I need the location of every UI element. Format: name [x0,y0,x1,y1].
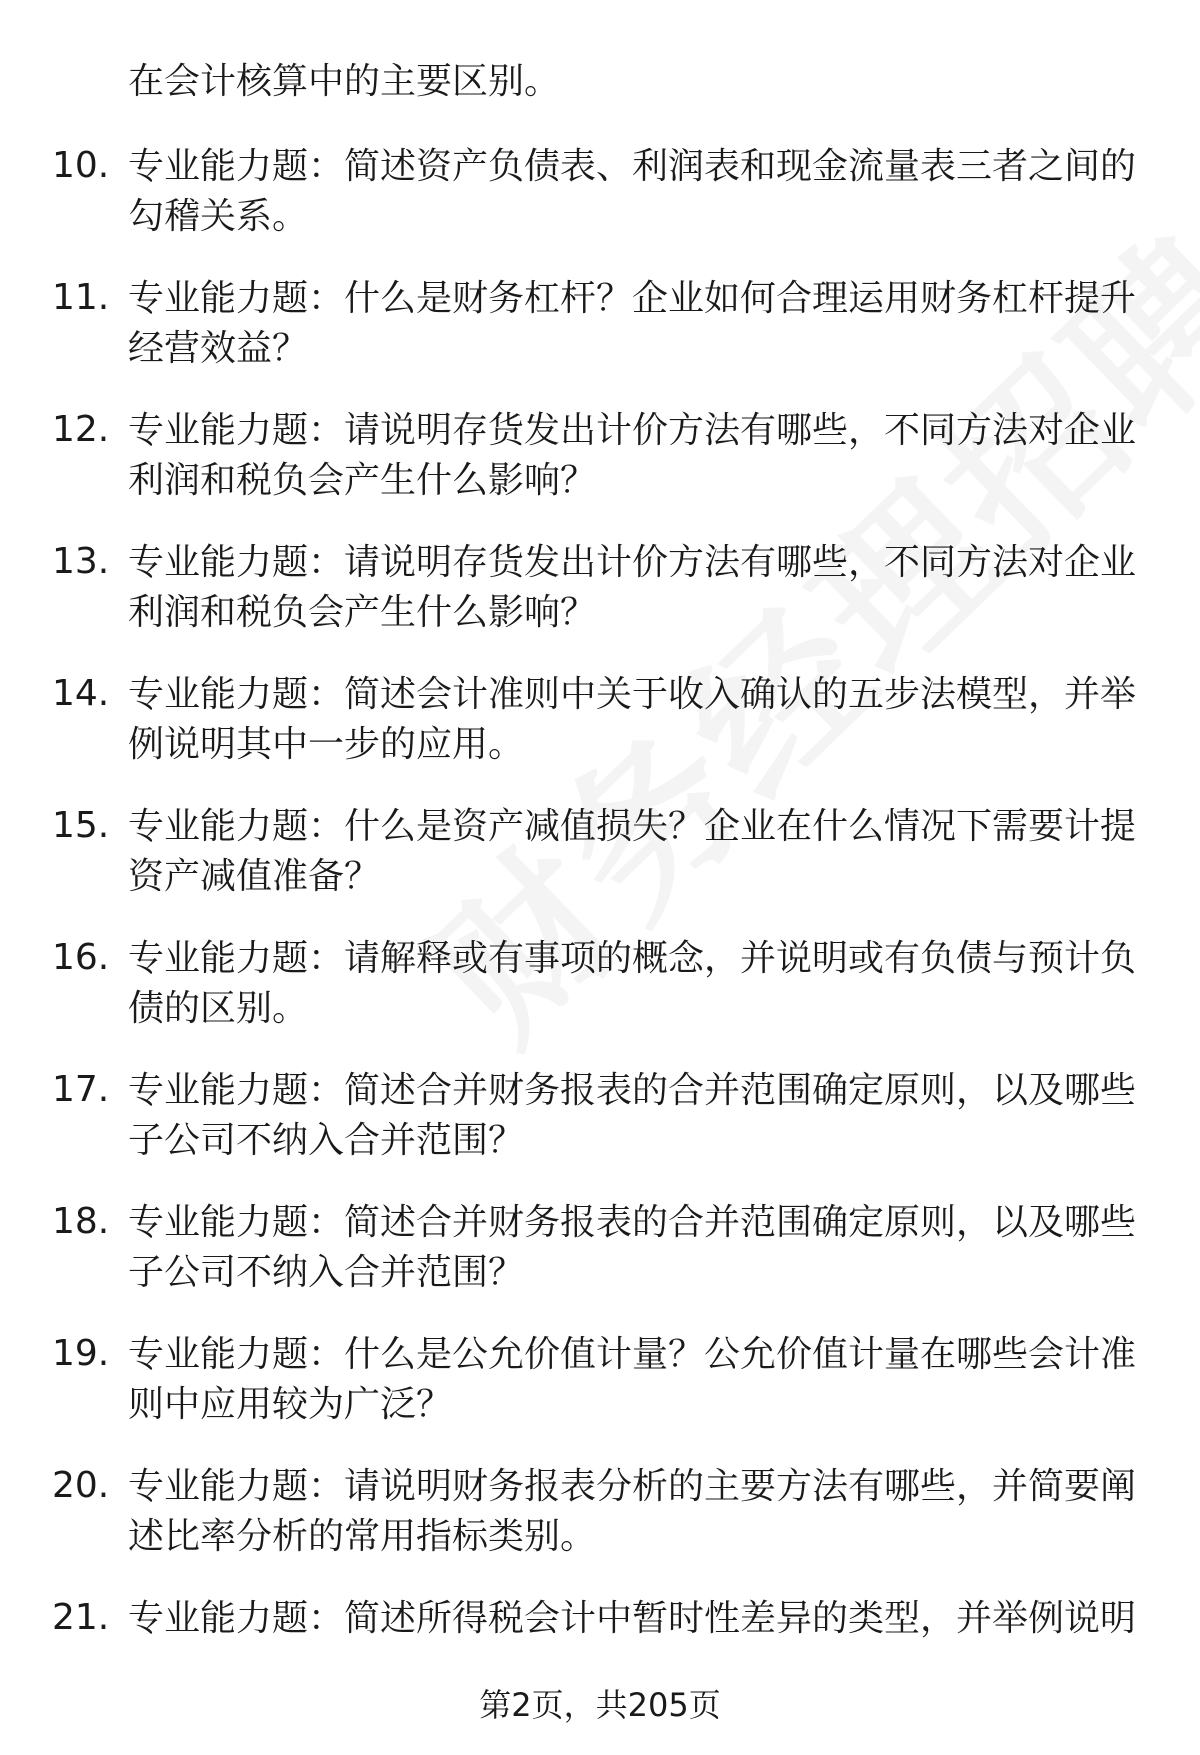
continuation-text: 在会计核算中的主要区别。 [128,61,561,102]
item-text: 专业能力题：请说明存货发出计价方法有哪些，不同方法对企业利润和税负会产生什么影响？ [128,410,1137,501]
item-number: 10. [52,145,110,186]
item-number: 17. [52,1069,110,1110]
list-item [0,802,1200,934]
list-item [0,406,1200,538]
item-text: 专业能力题：简述会计准则中关于收入确认的五步法模型，并举例说明其中一步的应用。 [128,674,1137,765]
item-number: 19. [52,1333,110,1374]
list-item [0,1066,1200,1198]
list-item [0,934,1200,1066]
list-item [0,670,1200,802]
list-item [0,538,1200,670]
page-footer: 第2页，共205页 [479,1686,721,1724]
list-item [0,142,1200,274]
item-number: 16. [52,937,110,978]
item-text: 专业能力题：什么是公允价值计量？公允价值计量在哪些会计准则中应用较为广泛？ [128,1334,1137,1425]
list-item [0,274,1200,406]
item-text: 专业能力题：请解释或有事项的概念，并说明或有负债与预计负债的区别。 [128,938,1137,1029]
item-number: 18. [52,1201,110,1242]
item-text: 专业能力题：简述合并财务报表的合并范围确定原则，以及哪些子公司不纳入合并范围？ [128,1070,1137,1161]
item-text: 专业能力题：请说明存货发出计价方法有哪些，不同方法对企业利润和税负会产生什么影响？ [128,542,1137,633]
item-number: 12. [52,409,110,450]
item-text: 专业能力题：简述资产负债表、利润表和现金流量表三者之间的勾稽关系。 [128,146,1137,237]
item-number: 13. [52,541,110,582]
item-number: 15. [52,805,110,846]
item-text: 专业能力题：请说明财务报表分析的主要方法有哪些，并简要阐述比率分析的常用指标类别。 [128,1466,1137,1557]
item-text: 专业能力题：什么是财务杠杆？企业如何合理运用财务杠杆提升经营效益？ [128,278,1137,369]
list-item [0,1462,1200,1594]
item-text: 专业能力题：什么是资产减值损失？企业在什么情况下需要计提资产减值准备？ [128,806,1137,897]
item-number: 21. [52,1597,110,1638]
item-text: 专业能力题：简述所得税会计中暂时性差异的类型，并举例说明 [128,1598,1137,1639]
question-list [0,142,1200,1726]
item-number: 11. [52,277,110,318]
item-text: 专业能力题：简述合并财务报表的合并范围确定原则，以及哪些子公司不纳入合并范围？ [128,1202,1137,1293]
list-item [0,1330,1200,1462]
item-number: 14. [52,673,110,714]
item-number: 20. [52,1465,110,1506]
list-item [0,1198,1200,1330]
